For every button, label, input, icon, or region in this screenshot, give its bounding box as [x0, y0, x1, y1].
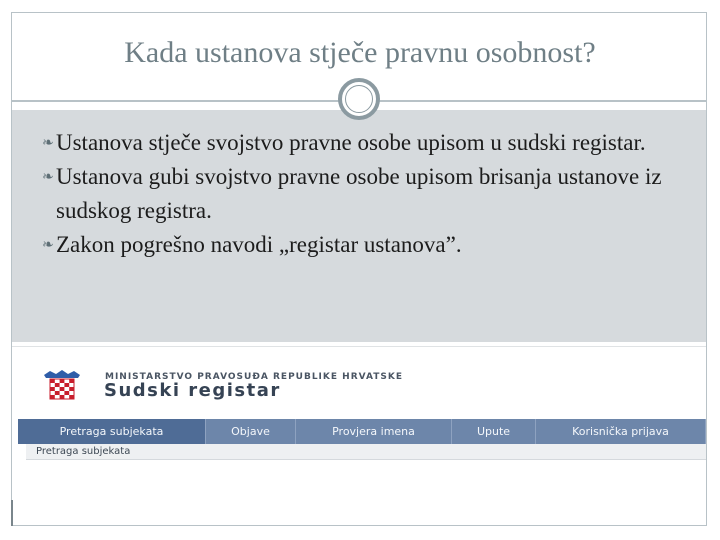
screenshot-top-rule [12, 346, 706, 347]
ministry-name: MINISTARSTVO PRAVOSUĐA REPUBLIKE HRVATSKE [105, 372, 403, 382]
bullet-list [42, 126, 672, 262]
nav-pretraga-subjekata[interactable]: Pretraga subjekata [18, 419, 206, 444]
subheader-pretraga: Pretraga subjekata [26, 444, 706, 460]
site-nav [18, 419, 706, 444]
bullet-text: Zakon pogrešno navodi „registar ustanova”. [56, 232, 462, 257]
frame-corner-mark [11, 500, 13, 526]
leaf-bullet-icon: ❧ [42, 237, 54, 253]
sudski-registar-screenshot [12, 342, 706, 524]
leaf-bullet-icon: ❧ [42, 135, 54, 151]
nav-upute[interactable]: Upute [452, 419, 536, 444]
bullet-item [42, 126, 672, 160]
bullet-text: Ustanova gubi svojstvo pravne osobe upisom brisanja ustanove iz sudskog registra. [56, 164, 662, 223]
site-brand: Sudski registar [104, 380, 281, 401]
nav-objave[interactable]: Objave [206, 419, 296, 444]
bullet-item [42, 160, 672, 228]
slide-title: Kada ustanova stječe pravnu osobnost? [124, 36, 596, 69]
nav-provjera-imena[interactable]: Provjera imena [296, 419, 452, 444]
nav-korisnicka-prijava[interactable]: Korisnička prijava [536, 419, 706, 444]
bullet-item [42, 228, 672, 262]
croatian-coat-of-arms-icon [42, 369, 82, 401]
leaf-bullet-icon: ❧ [42, 169, 54, 185]
divider-circle-ornament [338, 78, 380, 120]
bullet-text: Ustanova stječe svojstvo pravne osobe upisom u sudski registar. [56, 130, 646, 155]
